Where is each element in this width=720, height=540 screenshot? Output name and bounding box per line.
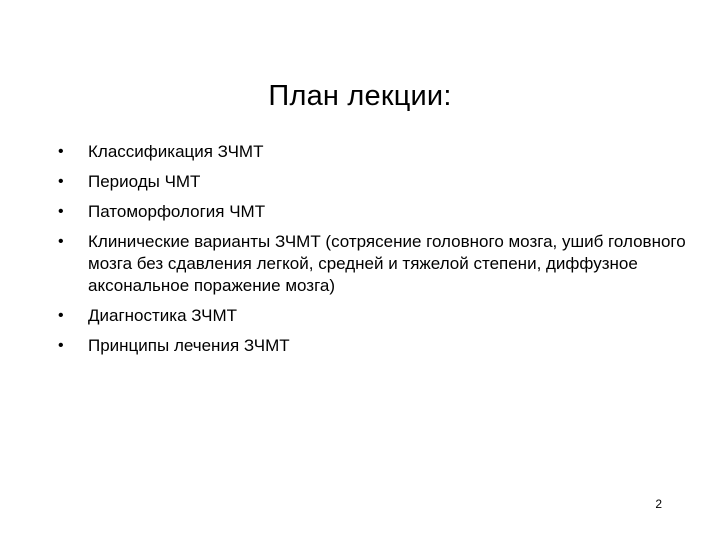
bullet-text: Принципы лечения ЗЧМТ bbox=[88, 336, 290, 355]
slide-title: План лекции: bbox=[268, 80, 452, 112]
list-item bbox=[58, 305, 688, 327]
bullet-icon: • bbox=[58, 203, 64, 220]
bullet-icon: • bbox=[58, 173, 64, 190]
bullet-list bbox=[58, 141, 688, 365]
bullet-text: Клинические варианты ЗЧМТ (сотрясение головного мозга, ушиб головного мозга без сдавления легкой, средней и тяжелой степени, диффузное аксональное поражение мозга) bbox=[88, 232, 686, 295]
bullet-icon: • bbox=[58, 233, 64, 250]
bullet-text: Периоды ЧМТ bbox=[88, 172, 201, 191]
bullet-icon: • bbox=[58, 143, 64, 160]
list-item bbox=[58, 171, 688, 193]
bullet-icon: • bbox=[58, 307, 64, 324]
bullet-icon: • bbox=[58, 337, 64, 354]
list-item bbox=[58, 201, 688, 223]
list-item bbox=[58, 335, 688, 357]
bullet-text: Диагностика ЗЧМТ bbox=[88, 306, 238, 325]
bullet-text: Патоморфология ЧМТ bbox=[88, 202, 266, 221]
bullet-text: Классификация ЗЧМТ bbox=[88, 142, 264, 161]
list-item bbox=[58, 141, 688, 163]
list-item bbox=[58, 231, 688, 297]
page-number: 2 bbox=[655, 497, 662, 511]
